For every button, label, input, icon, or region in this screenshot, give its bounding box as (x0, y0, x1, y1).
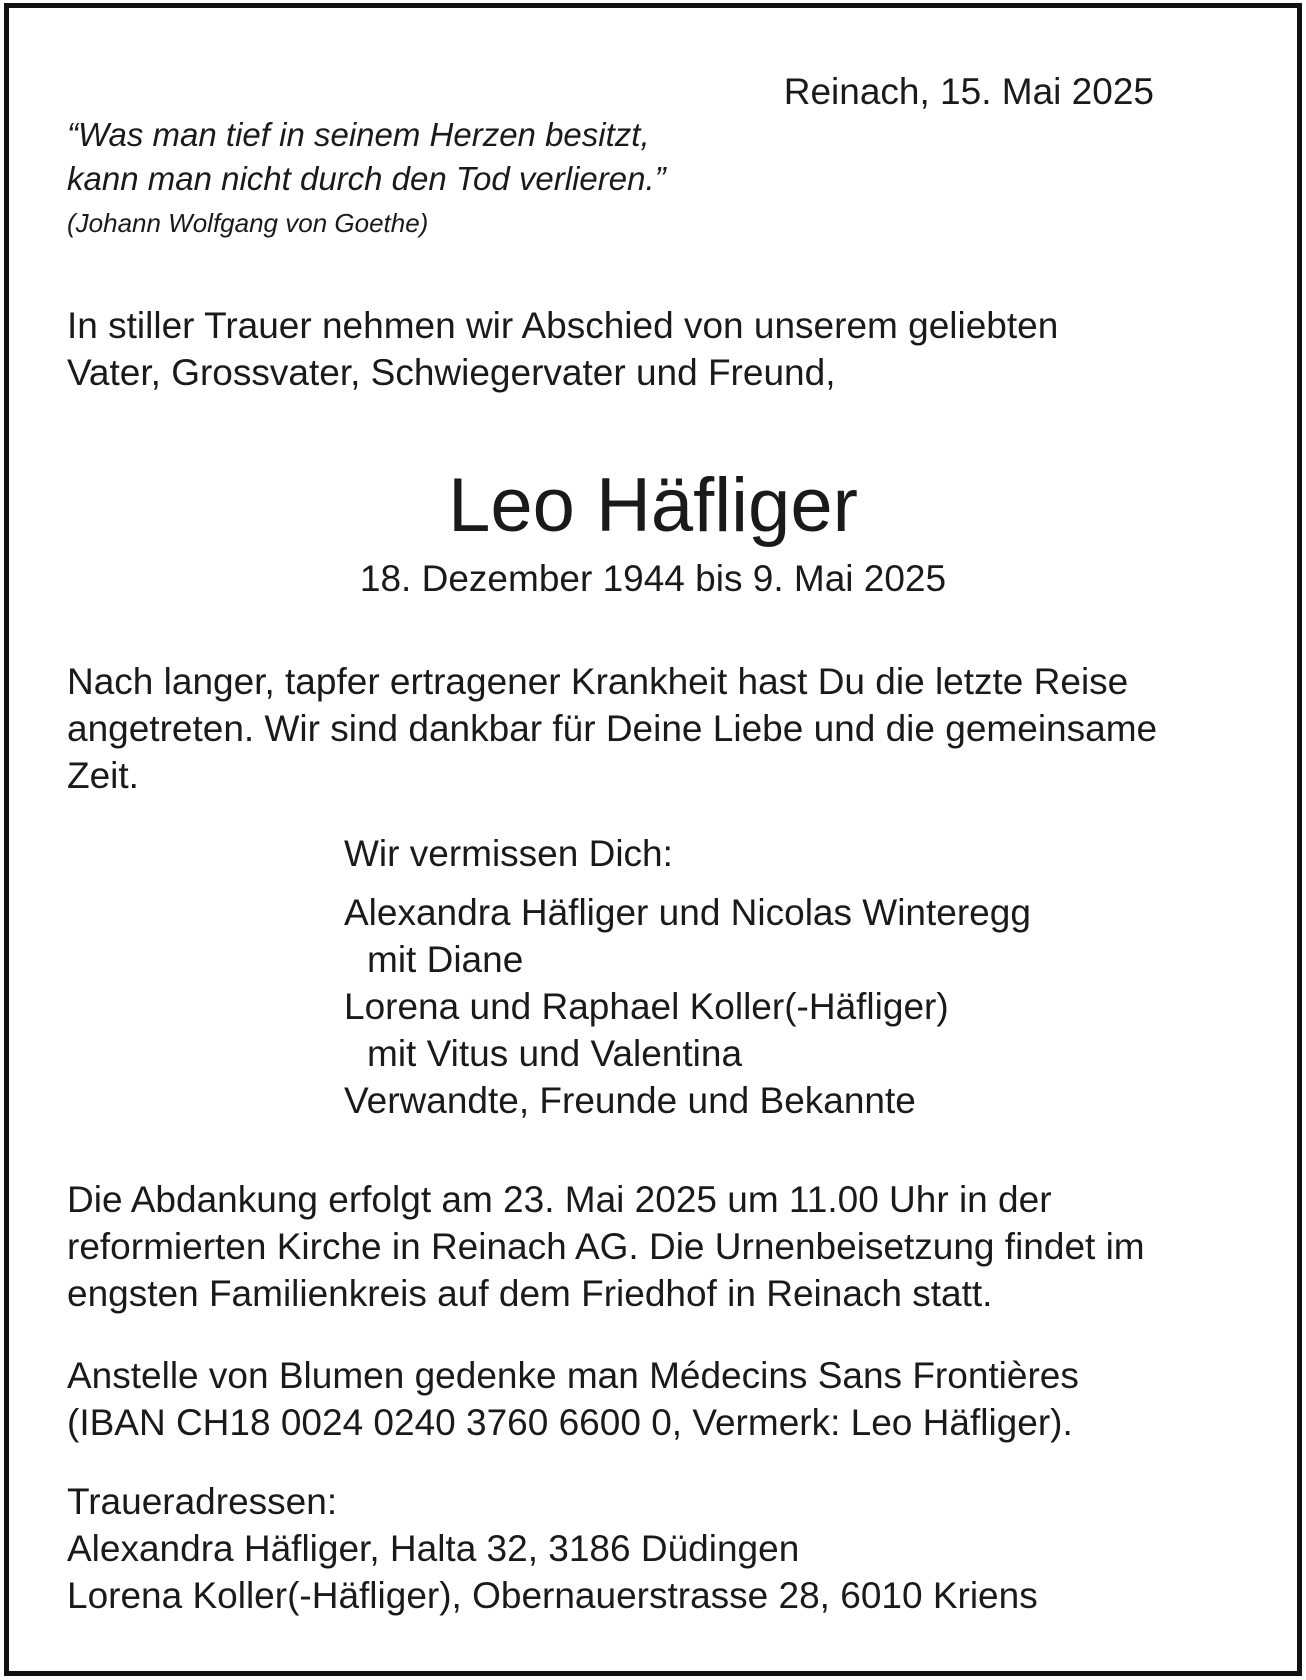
service-line: Die Abdankung erfolgt am 23. Mai 2025 um 11.00 Uhr in der (67, 1179, 1052, 1220)
addresses-heading: Traueradressen: (67, 1481, 338, 1522)
mourner-entry: Verwandte, Freunde und Bekannte (344, 1080, 916, 1121)
mourner-entry: Lorena und Raphael Koller(-Häfliger) (344, 986, 949, 1027)
intro-text (67, 302, 1058, 396)
donation-line: Anstelle von Blumen gedenke man Médecins Sans Frontières (67, 1355, 1079, 1396)
place-date: Reinach, 15. Mai 2025 (783, 71, 1154, 112)
mourners-heading: Wir vermissen Dich: (344, 833, 673, 874)
quote (67, 113, 666, 201)
quote-line: “Was man tief in seinem Herzen besitzt, (67, 116, 650, 153)
message-paragraph (67, 658, 1157, 799)
donation-paragraph (67, 1352, 1079, 1446)
deceased-name: Leo Häfliger (448, 463, 858, 548)
message-line: angetreten. Wir sind dankbar für Deine Liebe und die gemeinsame (67, 708, 1158, 749)
quote-author: (Johann Wolfgang von Goethe) (67, 208, 429, 238)
mourner-entry: mit Diane (367, 939, 524, 980)
intro-line: Vater, Grossvater, Schwiegervater und Freund, (67, 352, 836, 393)
address-line: Lorena Koller(-Häfliger), Obernauerstrasse 28, 6010 Kriens (67, 1575, 1038, 1616)
lifespan: 18. Dezember 1944 bis 9. Mai 2025 (359, 558, 947, 599)
mourner-entry: mit Vitus und Valentina (367, 1033, 743, 1074)
service-line: engsten Familienkreis auf dem Friedhof in Reinach statt. (67, 1273, 993, 1314)
message-line: Nach langer, tapfer ertragener Krankheit hast Du die letzte Reise (67, 661, 1129, 702)
mourner-entry: Alexandra Häfliger und Nicolas Winteregg (344, 892, 1031, 933)
addresses-list (67, 1525, 1038, 1619)
donation-line: (IBAN CH18 0024 0240 3760 6600 0, Vermerk: Leo Häfliger). (67, 1402, 1073, 1443)
mourners-list (344, 889, 1031, 1124)
message-line: Zeit. (67, 755, 139, 796)
address-line: Alexandra Häfliger, Halta 32, 3186 Düdingen (67, 1528, 800, 1569)
service-line: reformierten Kirche in Reinach AG. Die Urnenbeisetzung findet im (67, 1226, 1145, 1267)
service-paragraph (67, 1176, 1145, 1317)
intro-line: In stiller Trauer nehmen wir Abschied von unserem geliebten (67, 305, 1059, 346)
quote-line: kann man nicht durch den Tod verlieren.” (67, 160, 666, 197)
